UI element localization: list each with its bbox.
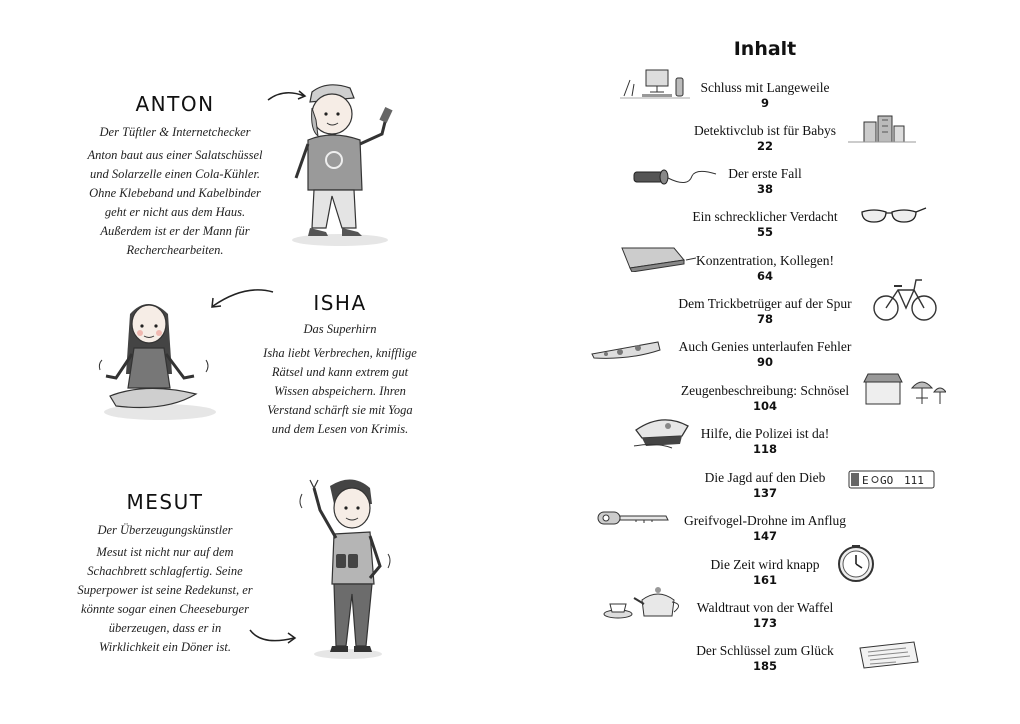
powerbank-icon	[614, 244, 698, 272]
toc-entry-title: Der erste Fall	[728, 166, 802, 181]
pizza-slice-icon	[590, 338, 662, 360]
character-description-anton: Anton baut aus einer Salatschüssel und Solarzelle einen Cola-Kühler. Ohne Klebeband und Kabelbinder geht er nicht aus dem Haus. Außerdem ist er der Mann für Recherchearbeiten.	[87, 148, 263, 257]
license-plate-code: GO	[880, 474, 894, 487]
toc-entry-page: 55	[756, 225, 773, 239]
car-key-icon	[596, 508, 674, 528]
toc-entry-page: 161	[752, 573, 777, 587]
toc-entry-page: 118	[752, 442, 777, 456]
flashlight-icon	[632, 166, 718, 188]
toc-entry-title: Dem Trickbetrüger auf der Spur	[678, 296, 852, 311]
toc-entry-title: Hilfe, die Polizei ist da!	[700, 426, 830, 441]
license-plate-letter: E	[862, 474, 869, 487]
toc-entry-title: Waldtraut von der Waffel	[696, 600, 834, 615]
character-name-isha: ISHA	[313, 291, 367, 315]
toc-entry-page: 137	[752, 486, 777, 500]
toc-entry-page: 38	[756, 182, 773, 196]
character-role-anton: Der Tüftler & Internetchecker	[99, 125, 251, 139]
toc-entry-title: Detektivclub ist für Babys	[693, 123, 837, 138]
toc-entry-page: 90	[756, 355, 773, 369]
character-role-isha: Das Superhirn	[303, 322, 377, 336]
toc-entry-page: 173	[752, 616, 777, 630]
toc-entry-page: 185	[752, 659, 777, 673]
newspaper-icon	[856, 640, 920, 670]
police-cap-icon	[632, 412, 692, 450]
toc-entry-title: Ein schrecklicher Verdacht	[692, 209, 838, 224]
right-page-table-of-contents	[510, 0, 1020, 724]
character-role-mesut: Der Überzeugungskünstler	[97, 523, 233, 537]
toc-entry-page: 147	[752, 529, 777, 543]
toc-entry-title: Zeugenbeschreibung: Schnösel	[680, 383, 850, 398]
toc-entry-page: 64	[756, 269, 773, 283]
character-description-isha: Isha liebt Verbrechen, knifflige Rätsel und kann extrem gut Wissen abspeichern. Ihren Verstand schärft sie mit Yoga und dem Lesen von Krimis.	[263, 346, 417, 436]
bicycle-icon	[870, 274, 940, 322]
street-cafe-icon	[860, 372, 946, 408]
character-description-mesut: Mesut ist nicht nur auf dem Schachbrett schlagfertig. Seine Superpower ist seine Redekunst, er könnte sogar einen Cheeseburger überzeugen, dass er in Wirklichkeit ein Döner ist.	[77, 545, 253, 654]
toc-entry-page: 22	[756, 139, 773, 153]
isha-illustration	[96, 294, 226, 424]
toc-title: Inhalt	[733, 38, 797, 60]
clock-icon	[836, 543, 878, 585]
glasses-icon	[858, 206, 928, 226]
license-plate-number: 111	[904, 474, 924, 487]
toc-entry-page: 78	[756, 312, 773, 326]
toc-entry-page: 9	[760, 96, 769, 110]
character-name-anton: ANTON	[135, 92, 215, 116]
anton-illustration	[282, 78, 412, 248]
license-plate-icon	[848, 469, 936, 491]
character-name-mesut: MESUT	[126, 490, 204, 514]
toc-entry-title: Schluss mit Langeweile	[700, 80, 830, 95]
toc-entry-title: Greifvogel-Drohne im Anflug	[684, 513, 846, 528]
toc-entry-title: Konzentration, Kollegen!	[696, 253, 834, 268]
toc-entry-title: Die Jagd auf den Dieb	[704, 470, 826, 485]
toc-entry-page: 104	[752, 399, 777, 413]
city-buildings-icon	[846, 114, 918, 144]
mesut-illustration	[290, 474, 400, 664]
toc-entry-title: Die Zeit wird knapp	[710, 557, 820, 572]
toc-entry-title: Auch Genies unterlaufen Fehler	[678, 339, 852, 354]
teapot-icon	[602, 584, 688, 622]
computer-desk-icon	[620, 68, 690, 100]
toc-entry-title: Der Schlüssel zum Glück	[696, 643, 834, 658]
